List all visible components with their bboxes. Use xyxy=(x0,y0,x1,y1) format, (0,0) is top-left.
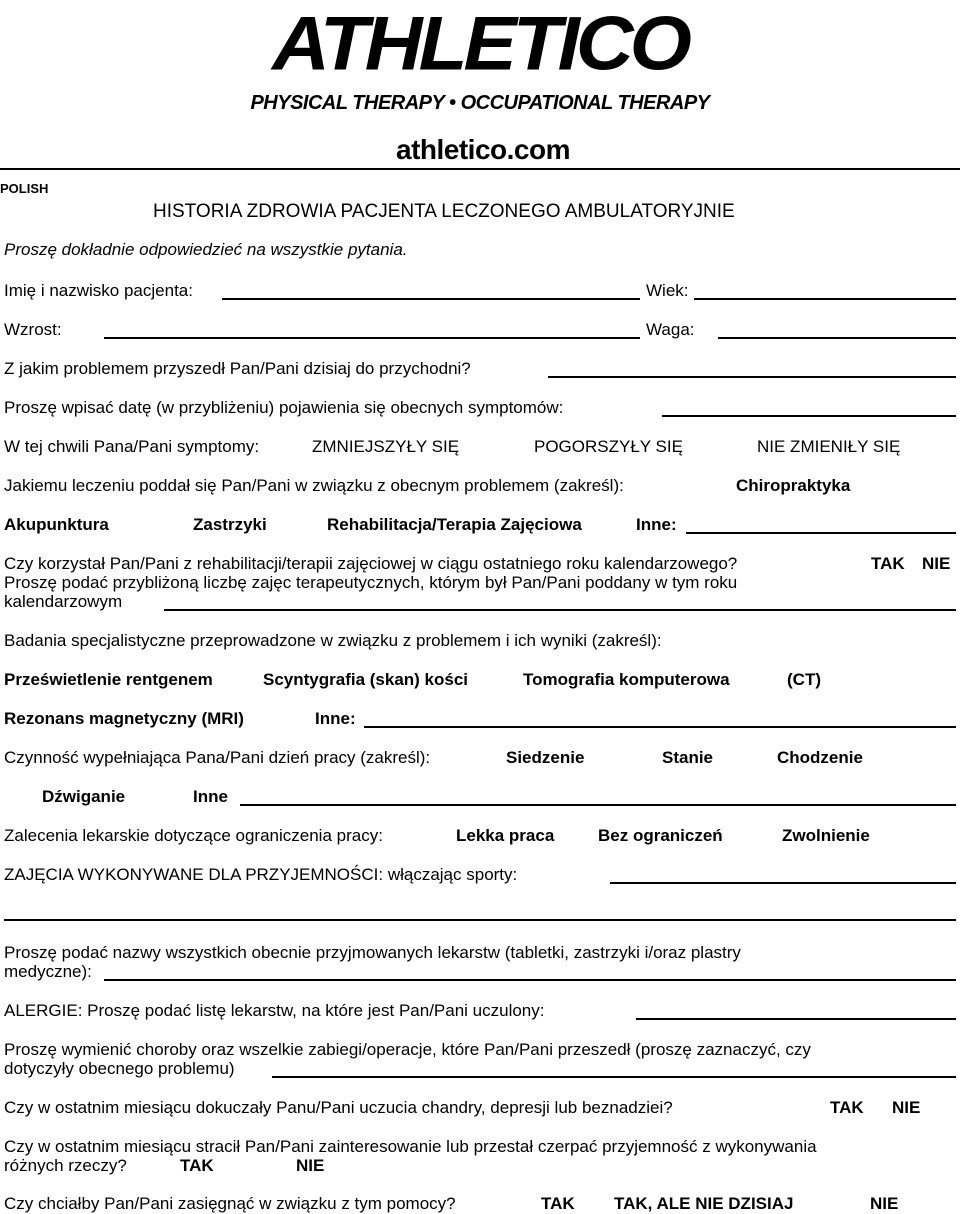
conditions-label-line2: dotyczyły obecnego problemu) xyxy=(4,1059,235,1078)
help-question: Czy chciałby Pan/Pani zasięgnąć w związku z tym pomocy? xyxy=(4,1194,456,1213)
restrictions-label: Zalecenia lekarskie dotyczące ograniczenia pracy: xyxy=(4,826,383,845)
treatment-label: Jakiemu leczeniu poddał się Pan/Pani w związku z obecnym problemem (zakreśl): xyxy=(4,476,624,495)
logo-services: PHYSICAL THERAPY • OCCUPATIONAL THERAPY xyxy=(250,92,710,114)
age-field[interactable] xyxy=(694,298,956,300)
interest-yes[interactable]: TAK xyxy=(180,1156,214,1175)
problem-field[interactable] xyxy=(548,376,956,378)
help-yes[interactable]: TAK xyxy=(541,1194,575,1213)
tests-option-ct[interactable]: Tomografia komputerowa xyxy=(523,670,730,689)
symptoms-label: W tej chwili Pana/Pani symptomy: xyxy=(4,437,260,456)
treatment-option-injections[interactable]: Zastrzyki xyxy=(193,515,267,534)
treatment-other-field[interactable] xyxy=(686,532,956,534)
meds-label-line2: medyczne): xyxy=(4,962,92,981)
treatment-option-chiropractic[interactable]: Chiropraktyka xyxy=(736,476,851,495)
tests-label: Badania specjalistyczne przeprowadzone w związku z problemem i ich wyniki (zakreśl): xyxy=(4,631,662,650)
depression-question: Czy w ostatnim miesiącu dokuczały Panu/Pani uczucia chandry, depresji lub beznadziei? xyxy=(4,1098,673,1117)
age-label: Wiek: xyxy=(646,281,689,300)
weight-field[interactable] xyxy=(718,337,956,339)
hobbies-label: ZAJĘCIA WYKONYWANE DLA PRZYJEMNOŚCI: włączając sporty: xyxy=(4,865,518,884)
athletico-logo xyxy=(244,0,716,88)
interest-no[interactable]: NIE xyxy=(296,1156,325,1175)
tests-option-other[interactable]: Inne: xyxy=(315,709,356,728)
sessions-label-line1: Proszę podać przybliżoną liczbę zajęc terapeutycznych, którym był Pan/Pani poddany w tym roku xyxy=(4,573,738,592)
meds-label-line1: Proszę podać nazwy wszystkich obecnie przyjmowanych lekarstw (tabletki, zastrzyki i/oraz plastry xyxy=(4,943,741,962)
weight-label: Waga: xyxy=(646,320,695,339)
interest-question-line2: różnych rzeczy? xyxy=(4,1156,127,1175)
restrictions-option-leave[interactable]: Zwolnienie xyxy=(782,826,870,845)
treatment-option-acupuncture[interactable]: Akupunktura xyxy=(4,515,109,534)
work-option-walking[interactable]: Chodzenie xyxy=(777,748,863,767)
depression-yes[interactable]: TAK xyxy=(830,1098,864,1117)
allergies-label: ALERGIE: Proszę podać listę lekarstw, na które jest Pan/Pani uczulony: xyxy=(4,1001,545,1020)
tests-other-field[interactable] xyxy=(364,726,956,728)
tests-option-ct-abbrev[interactable]: (CT) xyxy=(787,670,821,689)
problem-label: Z jakim problemem przyszedł Pan/Pani dzisiaj do przychodni? xyxy=(4,359,471,378)
rehab-yes[interactable]: TAK xyxy=(871,554,905,573)
website-link[interactable]: athletico.com xyxy=(396,134,570,165)
work-option-other[interactable]: Inne xyxy=(193,787,228,806)
hobbies-field[interactable] xyxy=(610,882,956,884)
conditions-label-line1: Proszę wymienić choroby oraz wszelkie zabiegi/operacje, które Pan/Pani przeszedł (proszę zaznaczyć, czy xyxy=(4,1040,811,1059)
rehab-question: Czy korzystał Pan/Pani z rehabilitacji/terapii zajęciowej w ciągu ostatniego roku kalendarzowego? xyxy=(4,554,738,573)
restrictions-option-none[interactable]: Bez ograniczeń xyxy=(598,826,723,845)
onset-label: Proszę wpisać datę (w przybliżeniu) pojawienia się obecnych symptomów: xyxy=(4,398,564,417)
restrictions-option-light[interactable]: Lekka praca xyxy=(456,826,555,845)
meds-field[interactable] xyxy=(104,979,956,981)
header-divider xyxy=(0,168,960,170)
work-option-lifting[interactable]: Dźwiganie xyxy=(42,787,126,806)
treatment-option-other[interactable]: Inne: xyxy=(636,515,677,534)
tests-option-xray[interactable]: Prześwietlenie rentgenem xyxy=(4,670,213,689)
symptoms-option-worsened[interactable]: POGORSZYŁY SIĘ xyxy=(534,437,683,456)
sessions-label-line2: kalendarzowym xyxy=(4,592,123,611)
tests-option-mri[interactable]: Rezonans magnetyczny (MRI) xyxy=(4,709,244,728)
height-field[interactable] xyxy=(104,337,640,339)
sessions-field[interactable] xyxy=(164,609,956,611)
language-label: POLISH xyxy=(0,181,49,196)
work-option-sitting[interactable]: Siedzenie xyxy=(506,748,585,767)
tests-option-bone-scan[interactable]: Scyntygrafia (skan) kości xyxy=(263,670,469,689)
depression-no[interactable]: NIE xyxy=(892,1098,921,1117)
rehab-no[interactable]: NIE xyxy=(922,554,951,573)
conditions-field[interactable] xyxy=(272,1076,956,1078)
work-option-standing[interactable]: Stanie xyxy=(662,748,714,767)
logo-wordmark: ATHLETICO xyxy=(272,1,688,86)
symptoms-option-decreased[interactable]: ZMNIEJSZYŁY SIĘ xyxy=(312,437,460,456)
help-no[interactable]: NIE xyxy=(870,1194,899,1213)
onset-field[interactable] xyxy=(662,415,956,417)
name-label: Imię i nazwisko pacjenta: xyxy=(4,281,193,300)
interest-question-line1: Czy w ostatnim miesiącu stracił Pan/Pani zainteresowanie lub przestał czerpać przyjemność z wykonywania xyxy=(4,1137,817,1156)
name-field[interactable] xyxy=(222,298,640,300)
allergies-field[interactable] xyxy=(636,1018,956,1020)
work-other-field[interactable] xyxy=(240,804,956,806)
treatment-option-rehabilitation[interactable]: Rehabilitacja/Terapia Zajęciowa xyxy=(327,515,582,534)
help-yes-not-today[interactable]: TAK, ALE NIE DZISIAJ xyxy=(614,1194,794,1213)
form-instruction: Proszę dokładnie odpowiedzieć na wszystkie pytania. xyxy=(4,240,408,259)
form-title: HISTORIA ZDROWIA PACJENTA LECZONEGO AMBULATORYJNIE xyxy=(153,201,735,222)
work-label: Czynność wypełniająca Pana/Pani dzień pracy (zakreśl): xyxy=(4,748,431,767)
hobbies-field-line2[interactable] xyxy=(4,919,956,921)
symptoms-option-unchanged[interactable]: NIE ZMIENIŁY SIĘ xyxy=(757,437,901,456)
height-label: Wzrost: xyxy=(4,320,62,339)
